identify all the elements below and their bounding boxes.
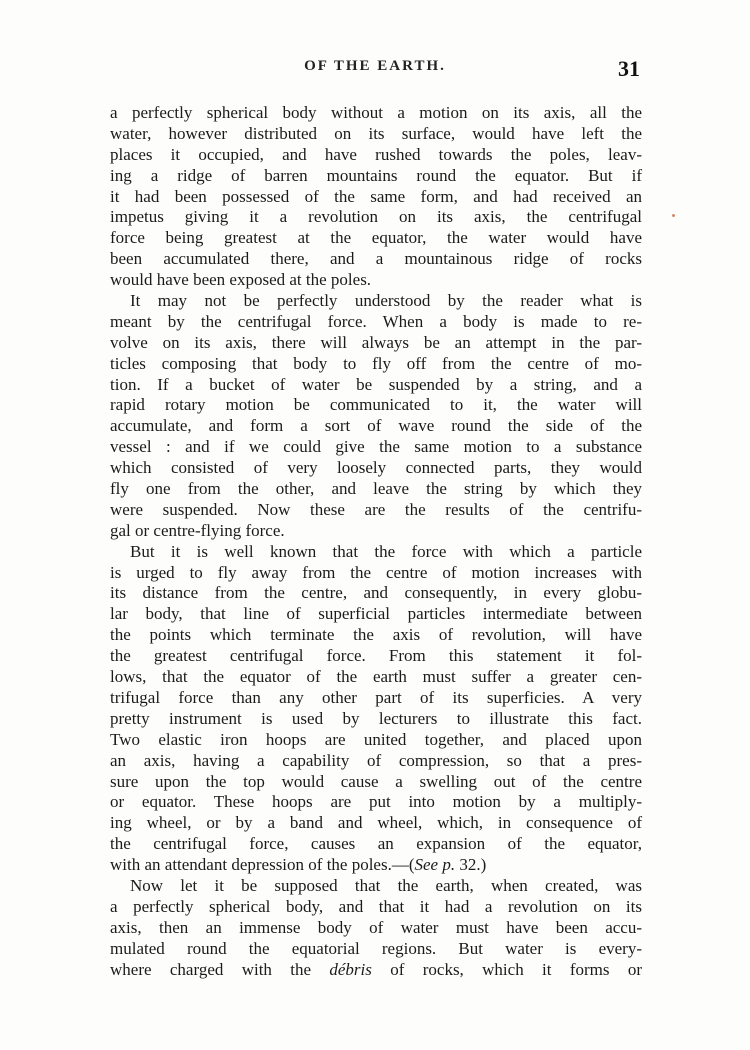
text-line: the greatest centrifugal force. From this statement it fol- [110,646,642,666]
text-line: a perfectly spherical body without a motion on its axis, all the [110,103,642,122]
text-fragment: with an attendant depression of the poles.—( [110,855,415,875]
text-line: is urged to fly away from the centre of motion increases with [110,562,642,582]
text-line: pretty instrument is used by lecturers to illustrate this fact. [110,708,642,728]
text-line: lar body, that line of superficial particles intermediate between [110,604,642,624]
body-text [110,103,642,980]
text-line: would have been exposed at the poles. [110,270,372,290]
text-line: which consisted of very loosely connected parts, they would [110,458,642,478]
text-line: water, however distributed on its surface, would have left the [110,123,642,143]
ink-speck [672,214,675,217]
text-line: tion. If a bucket of water be suspended by a string, and a [110,374,642,394]
text-line: Two elastic iron hoops are united together, and placed upon [110,729,642,749]
text-line: rapid rotary motion be communicated to it, the water will [110,395,642,415]
text-line: the points which terminate the axis of revolution, will have [110,625,642,645]
text-line: its distance from the centre, and consequently, in every globu- [110,583,642,603]
text-line: it had been possessed of the same form, and had received an [110,186,642,206]
text-fragment: of rocks, which it forms or [371,959,642,979]
text-line: Now let it be supposed that the earth, when created, was [130,875,642,895]
text-line: ticles composing that body to fly off from the centre of mo- [110,353,642,373]
text-line: It may not be perfectly understood by the reader what is [130,291,642,311]
text-line: places it occupied, and have rushed towards the poles, leav- [110,144,642,164]
page-header [110,56,640,86]
text-fragment: where charged with the [110,959,330,979]
text-line: sure upon the top would cause a swelling out of the centre [110,771,642,791]
text-line: But it is well known that the force with which a particle [130,541,642,561]
text-line: vessel : and if we could give the same motion to a substance [110,437,642,457]
debris-term: débris [329,959,372,979]
text-line: the centrifugal force, causes an expansion of the equator, [110,834,642,854]
see-reference: See p. [414,855,456,875]
text-line: force being greatest at the equator, the water would have [110,228,642,248]
text-line-with-italic [110,960,642,981]
text-line: lows, that the equator of the earth must suffer a greater cen- [110,667,642,687]
text-line: axis, then an immense body of water must have been accu- [110,917,642,937]
text-line: or equator. These hoops are put into motion by a multiply- [110,792,642,812]
text-line: were suspended. Now these are the results of the centrifu- [110,499,642,519]
text-line: trifugal force than any other part of its superficies. A very [110,687,642,707]
running-head: OF THE EARTH. [304,58,446,74]
text-line: ing a ridge of barren mountains round the equator. But if [110,165,642,185]
text-line: fly one from the other, and leave the string by which they [110,479,642,499]
text-line: gal or centre-flying force. [110,520,285,540]
text-line-with-reference [110,855,642,876]
text-line: an axis, having a capability of compression, so that a pres- [110,750,642,770]
text-line: volve on its axis, there will always be an attempt in the par- [110,332,642,352]
text-line: been accumulated there, and a mountainous ridge of rocks [110,249,642,269]
page-number: 31 [618,56,640,81]
text-line: impetus giving it a revolution on its axis, the centrifugal [110,207,642,227]
see-reference-number: 32.) [455,855,487,875]
text-line: ing wheel, or by a band and wheel, which, in consequence of [110,813,642,833]
text-line: a perfectly spherical body, and that it had a revolution on its [110,896,642,916]
text-line: meant by the centrifugal force. When a body is made to re- [110,311,642,331]
text-line: mulated round the equatorial regions. But water is every- [110,938,642,958]
text-line: accumulate, and form a sort of wave round the side of the [110,416,642,436]
